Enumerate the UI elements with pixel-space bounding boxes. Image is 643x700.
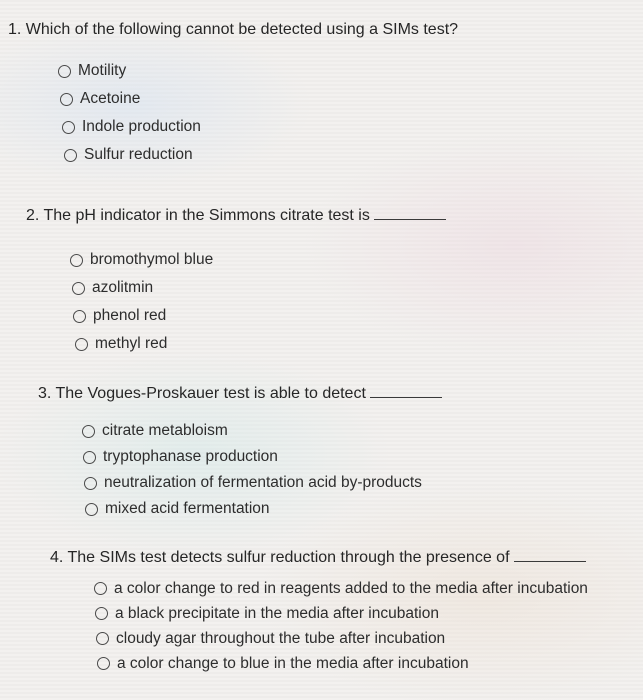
option-label: a black precipitate in the media after incubation — [115, 604, 439, 622]
option-label: mixed acid fermentation — [105, 500, 270, 517]
option-label: citrate metabloism — [102, 422, 228, 439]
question-3-option-4[interactable] — [85, 496, 442, 522]
option-label: a color change to blue in the media after incubation — [117, 654, 469, 672]
radio-button-icon[interactable] — [62, 121, 75, 134]
question-4-text: 4. The SIMs test detects sulfur reduction through the presence of — [50, 549, 510, 566]
question-2-prompt — [26, 205, 446, 226]
radio-button-icon[interactable] — [60, 93, 73, 106]
question-2-options — [70, 246, 446, 358]
question-1-prompt: 1. Which of the following cannot be detected using a SIMs test? — [8, 21, 459, 38]
option-label: cloudy agar throughout the tube after incubation — [116, 629, 446, 647]
question-3-options — [82, 418, 442, 522]
radio-button-icon[interactable] — [84, 477, 97, 490]
radio-button-icon[interactable] — [94, 582, 107, 595]
radio-button-icon[interactable] — [64, 149, 77, 162]
radio-button-icon[interactable] — [97, 657, 110, 670]
radio-button-icon[interactable] — [70, 254, 83, 267]
option-label: Indole production — [82, 118, 201, 135]
radio-button-icon[interactable] — [72, 282, 85, 295]
question-4 — [50, 547, 588, 676]
question-4-option-2[interactable] — [95, 601, 588, 626]
option-label: Sulfur reduction — [84, 146, 193, 163]
question-2-option-2[interactable] — [72, 274, 446, 302]
question-4-option-3[interactable] — [96, 626, 588, 651]
question-1-option-2[interactable] — [60, 85, 458, 113]
question-2-option-4[interactable] — [75, 330, 446, 358]
question-2-option-1[interactable] — [70, 246, 446, 274]
option-label: methyl red — [95, 335, 168, 352]
answer-blank — [514, 547, 586, 562]
radio-button-icon[interactable] — [75, 338, 88, 351]
question-4-option-4[interactable] — [97, 651, 588, 676]
option-label: Motility — [78, 62, 127, 79]
question-1-option-1[interactable] — [58, 57, 458, 85]
question-3-prompt — [38, 383, 442, 404]
radio-button-icon[interactable] — [95, 607, 108, 620]
question-3-option-1[interactable] — [82, 418, 442, 444]
radio-button-icon[interactable] — [82, 425, 95, 438]
answer-blank — [370, 383, 442, 398]
option-label: neutralization of fermentation acid by-products — [104, 474, 422, 491]
question-1-option-3[interactable] — [62, 113, 458, 141]
question-1-option-4[interactable] — [64, 141, 458, 169]
question-4-option-1[interactable] — [94, 576, 588, 601]
question-2-text: 2. The pH indicator in the Simmons citrate test is — [26, 207, 370, 224]
radio-button-icon[interactable] — [85, 503, 98, 516]
radio-button-icon[interactable] — [96, 632, 109, 645]
radio-button-icon[interactable] — [73, 310, 86, 323]
option-label: tryptophanase production — [103, 448, 278, 465]
option-label: Acetoine — [80, 90, 141, 107]
radio-button-icon[interactable] — [83, 451, 96, 464]
option-label: bromothymol blue — [90, 251, 214, 268]
option-label: a color change to red in reagents added to the media after incubation — [114, 579, 588, 597]
option-label: azolitmin — [92, 279, 154, 296]
answer-blank — [374, 205, 446, 220]
question-3-option-3[interactable] — [84, 470, 442, 496]
question-3-option-2[interactable] — [83, 444, 442, 470]
question-3-text: 3. The Vogues-Proskauer test is able to detect — [38, 385, 366, 402]
question-4-options — [94, 576, 588, 676]
question-2-option-3[interactable] — [73, 302, 446, 330]
question-2 — [26, 205, 446, 358]
question-4-prompt — [50, 547, 588, 568]
question-1-options — [58, 57, 458, 169]
radio-button-icon[interactable] — [58, 65, 71, 78]
option-label: phenol red — [93, 307, 167, 324]
question-3 — [38, 383, 442, 522]
question-1 — [8, 20, 458, 169]
